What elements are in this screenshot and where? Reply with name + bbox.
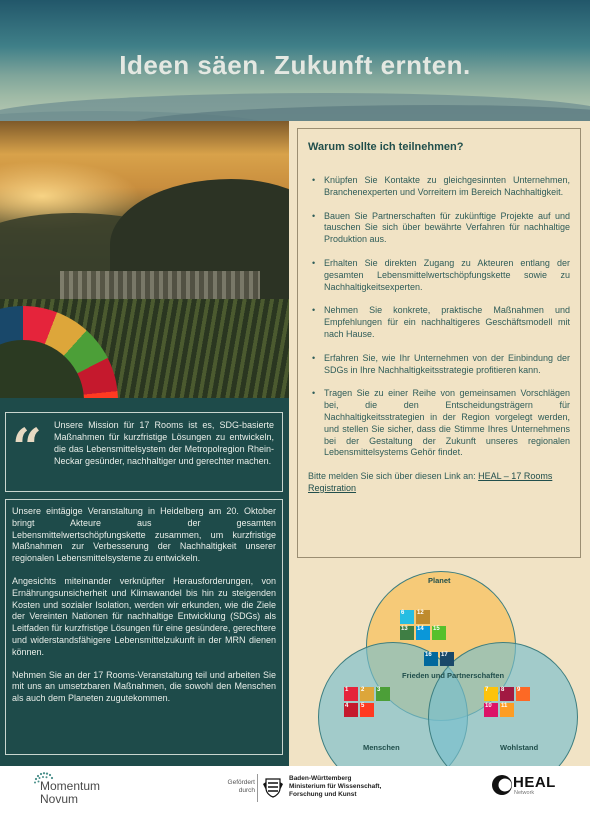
sdg-goal-number: 3	[377, 687, 381, 693]
funded-line: Gefördert	[227, 779, 255, 786]
paragraph: Angesichts miteinander verknüpfter Herausforderungen, von Ernährungsunsicherheit und Klimawandel bis hin zu steigenden Kosten und sozialer Isolation, werden wir erkunden, wie die Ziele der Vereinten Nationen für nachhaltige Entwicklung (SDGs) als Leitfaden für kurzfristige Lösungen für eine gesündere, gerechtere und widerstandsfähigere Lebensmittelzukunft in der MRN dienen können.	[12, 575, 276, 657]
sdg-goal-6-tile	[400, 610, 414, 624]
sdg-goal-number: 14	[417, 626, 424, 632]
sdg-goal-number: 8	[501, 687, 505, 693]
list-item: • Nehmen Sie konkrete, praktische Maßnahmen und Empfehlungen für ein nachhaltigeres Geschäftsmodell mit nach Hause.	[308, 305, 570, 340]
ministry-line: Ministerium für Wissenschaft,	[289, 783, 382, 790]
planet-label: Planet	[428, 576, 451, 585]
sdg-venn-diagram	[300, 560, 585, 765]
sdg-goal-12-tile	[416, 610, 430, 624]
sdg-goal-number: 5	[361, 703, 365, 709]
sdg-goal-8-tile	[500, 687, 514, 701]
list-item: • Tragen Sie zu einer Reihe von gemeinsamen Vorschlägen bei, die den Entscheidungsträgern für Nachhaltigkeitsstrategien in der Region vorgelegt werden, und stellen Sie sicher, dass die Stimme Ihres Unternehmens bei der Gestaltung der Zukunft unseres regionalen Lebensmittelsystems Gehör findet.	[308, 388, 570, 459]
hero-banner	[0, 0, 590, 121]
sdg-goal-14-tile	[416, 626, 430, 640]
list-item: • Erfahren Sie, wie Ihr Unternehmen von der Einbindung der SDGs in Ihre Nachhaltigkeitsstrategie profitieren kann.	[308, 353, 570, 377]
momentum-novum-logo-text	[40, 780, 100, 806]
benefits-heading: Warum sollte ich teilnehmen?	[308, 141, 464, 153]
sdg-goal-16-tile	[424, 652, 438, 666]
paragraph: Nehmen Sie an der 17 Rooms-Veranstaltung teil und arbeiten Sie mit uns an umsetzbaren Maßnahmen, die sowohl den Menschen als auch dem Planeten zugutekommen.	[12, 669, 276, 704]
paragraph: Unsere eintägige Veranstaltung in Heidelberg am 20. Oktober bringt Akteure aus der gesamten Lebensmittelwertschöpfungskette zusammen, um kurzfristige Maßnahmen zur Verbesserung der Nachhaltigkeit unserer regionalen Lebensmittelsysteme zu entwickeln.	[12, 506, 276, 564]
page-title: Ideen säen. Zukunft ernten.	[119, 50, 471, 80]
sdg-goal-number: 16	[425, 652, 432, 658]
sdg-goal-number: 15	[433, 626, 440, 632]
partnership-label: Frieden und Partnerschaften	[402, 671, 505, 680]
sdg-goal-17-tile	[440, 652, 454, 666]
footer	[0, 766, 590, 838]
sdg-goal-number: 11	[501, 703, 508, 709]
wealth-label: Wohlstand	[500, 743, 539, 752]
divider	[257, 774, 258, 802]
sdg-goal-number: 1	[345, 687, 349, 693]
sdg-goal-number: 17	[441, 652, 448, 658]
sdg-goal-number: 9	[517, 687, 521, 693]
funded-line: durch	[238, 787, 255, 794]
sdg-goal-7-tile	[484, 687, 498, 701]
sdg-goal-5-tile	[360, 703, 374, 717]
sdg-goal-number: 2	[361, 687, 365, 693]
logo-text-line: Momentum	[40, 779, 101, 793]
registration-prompt: Bitte melden Sie sich über diesen Link an:	[308, 471, 476, 482]
sdg-goal-number: 12	[417, 610, 424, 616]
list-item: • Erhalten Sie direkten Zugang zu Akteuren entlang der gesamten Lebensmittelwertschöpfungskette sowie zu Nachhaltigkeitsexperten.	[308, 258, 570, 293]
sdg-goal-number: 4	[345, 703, 349, 709]
list-item: • Bauen Sie Partnerschaften für zukünftige Projekte auf und tauschen Sie sich über bewährte Verfahren für nachhaltige Produktion aus.	[308, 211, 570, 246]
sdg-goal-15-tile	[432, 626, 446, 640]
heal-logo-text: HEAL	[513, 774, 556, 791]
sdg-goal-11-tile	[500, 703, 514, 717]
ministry-name	[289, 775, 381, 799]
benefits-box	[297, 128, 581, 558]
sdg-goal-2-tile	[360, 687, 374, 701]
sdg-goal-1-tile	[344, 687, 358, 701]
mission-quote: Unsere Mission für 17 Rooms ist es, SDG-basierte Maßnahmen für kurzfristige Lösungen zu entwickeln, die das Lebensmittelsystem der Metropolregion Rhein-Neckar gesünder, nachhaltiger und gerechter machen.	[54, 420, 274, 466]
sdg-goal-number: 10	[485, 703, 492, 709]
sdg-goal-number: 7	[485, 687, 489, 693]
mission-quote-box	[5, 412, 283, 492]
event-description	[5, 499, 283, 755]
ministry-line: Baden-Württemberg	[289, 775, 352, 782]
ministry-line: Forschung und Kunst	[289, 791, 357, 798]
list-item: • Knüpfen Sie Kontakte zu gleichgesinnten Unternehmen, Branchenexperten und Vorreitern im Bereich Nachhaltigkeit.	[308, 175, 570, 199]
baden-wuerttemberg-crest-icon	[262, 776, 284, 798]
funded-by-label	[205, 779, 255, 795]
sdg-goal-4-tile	[344, 703, 358, 717]
sdg-goal-10-tile	[484, 703, 498, 717]
logo-text-line: Novum	[40, 792, 79, 806]
mission-panel	[0, 398, 289, 766]
sdg-goal-3-tile	[376, 687, 390, 701]
people-label: Menschen	[363, 743, 400, 752]
benefits-list	[308, 175, 570, 459]
sdg-goal-13-tile	[400, 626, 414, 640]
sdg-goal-9-tile	[516, 687, 530, 701]
registration-text	[308, 471, 570, 495]
heal-logo-subtext: Network	[514, 790, 535, 796]
heal-network-logo-icon	[491, 774, 513, 796]
sdg-wheel-clip	[0, 121, 289, 398]
sdg-goal-number: 6	[401, 610, 405, 616]
quote-icon: “	[12, 418, 42, 479]
registration-link[interactable]: HEAL – 17 Rooms Registration	[308, 471, 553, 493]
sdg-goal-number: 13	[401, 626, 408, 632]
